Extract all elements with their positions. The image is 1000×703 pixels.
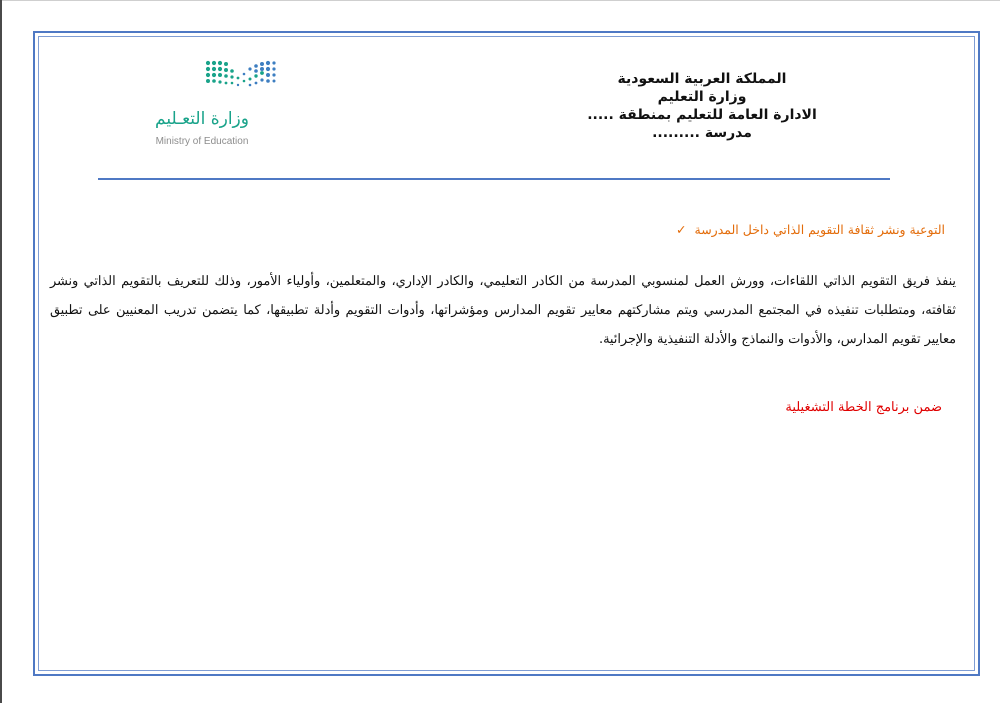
operational-plan-note: ضمن برنامج الخطة التشغيلية — [785, 400, 942, 415]
logo-dots-icon — [204, 57, 276, 97]
ministry-name: وزارة التعليم — [657, 89, 747, 105]
viewer-top-edge — [0, 0, 1000, 1]
body-paragraph: ينفذ فريق التقويم الذاتي اللقاءات، وورش العمل لمنسوبي المدرسة من الكادر التعليمي، والكادر الإداري، والمتعلمين، وأولياء الأمور، وذلك للتعريف بالتقويم الذاتي ونشر ثقافته، ومتطلبات تنفيذه في المجتمع المدرسي ويتم مشاركتهم معايير تقويم المدارس ومؤشراتها، وأدوات التقويم وأدلة تطبيقها، كما يتضمن تدريب المعنيين على تطبيق معايير تقويم المدارس، والأدوات والنماذج والأدلة التنفيذية والإجرائية. — [50, 274, 956, 347]
logo-name-arabic: وزارة التعـليم — [155, 109, 249, 129]
section-title-text: التوعية ونشر ثقافة التقويم الذاتي داخل المدرسة — [694, 222, 945, 237]
checkmark-icon: ✓ — [676, 222, 687, 237]
header-divider — [98, 178, 890, 180]
letterhead-text — [532, 70, 872, 142]
school-name: مدرسة ......... — [652, 125, 752, 141]
directorate-name: الادارة العامة للتعليم بمنطقة ..... — [587, 107, 817, 123]
logo-name-english: Ministry of Education — [155, 136, 249, 147]
country-name: المملكة العربية السعودية — [617, 71, 787, 87]
section-title — [245, 222, 945, 237]
ministry-logo — [140, 57, 290, 157]
viewer-left-edge — [0, 0, 2, 703]
